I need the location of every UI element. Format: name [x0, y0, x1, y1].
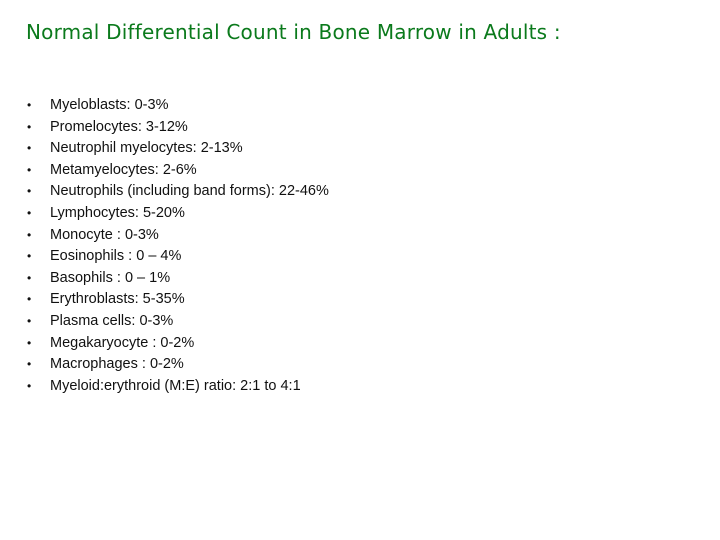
list-item-text: Lymphocytes: 5-20%: [50, 204, 185, 221]
bullet-icon: •: [27, 270, 32, 285]
bullet-icon: •: [27, 227, 32, 242]
list-item: [26, 119, 329, 141]
list-item-text: Neutrophil myelocytes: 2-13%: [50, 140, 243, 157]
list-item-text: Eosinophils : 0 – 4%: [50, 248, 182, 265]
list-item: [26, 313, 329, 335]
list-item-text: Plasma cells: 0-3%: [50, 312, 174, 329]
list-item: [26, 378, 329, 400]
bullet-icon: •: [27, 141, 32, 156]
list-item: [26, 183, 329, 205]
list-item: [26, 205, 329, 227]
list-item: [26, 248, 329, 270]
list-item-text: Neutrophils (including band forms): 22-46%: [50, 183, 329, 200]
list-item-text: Myeloid:erythroid (M:E) ratio: 2:1 to 4:1: [50, 377, 301, 394]
list-item-text: Erythroblasts: 5-35%: [50, 291, 185, 308]
bullet-icon: •: [27, 313, 32, 328]
list-item-text: Monocyte : 0-3%: [50, 226, 159, 243]
list-item: [26, 140, 329, 162]
bullet-icon: •: [27, 335, 32, 350]
differential-count-list: [26, 97, 329, 399]
bullet-icon: •: [27, 357, 32, 372]
bullet-icon: •: [27, 292, 32, 307]
bullet-icon: •: [27, 162, 32, 177]
bullet-icon: •: [27, 249, 32, 264]
list-item-text: Metamyelocytes: 2-6%: [50, 161, 197, 178]
list-item: [26, 291, 329, 313]
list-item: [26, 270, 329, 292]
list-item-text: Promelocytes: 3-12%: [50, 118, 188, 135]
bullet-icon: •: [27, 184, 32, 199]
slide-title: Normal Differential Count in Bone Marrow in Adults :: [26, 20, 561, 44]
list-item: [26, 335, 329, 357]
bullet-icon: •: [27, 205, 32, 220]
list-item: [26, 97, 329, 119]
list-item-text: Megakaryocyte : 0-2%: [50, 334, 195, 351]
list-item: [26, 162, 329, 184]
bullet-icon: •: [27, 378, 32, 393]
bullet-icon: •: [27, 119, 32, 134]
list-item: [26, 227, 329, 249]
bullet-icon: •: [27, 98, 32, 112]
list-item-text: Myeloblasts: 0-3%: [50, 97, 169, 113]
list-item-text: Macrophages : 0-2%: [50, 356, 184, 373]
list-item-text: Basophils : 0 – 1%: [50, 269, 171, 286]
list-item: [26, 356, 329, 378]
